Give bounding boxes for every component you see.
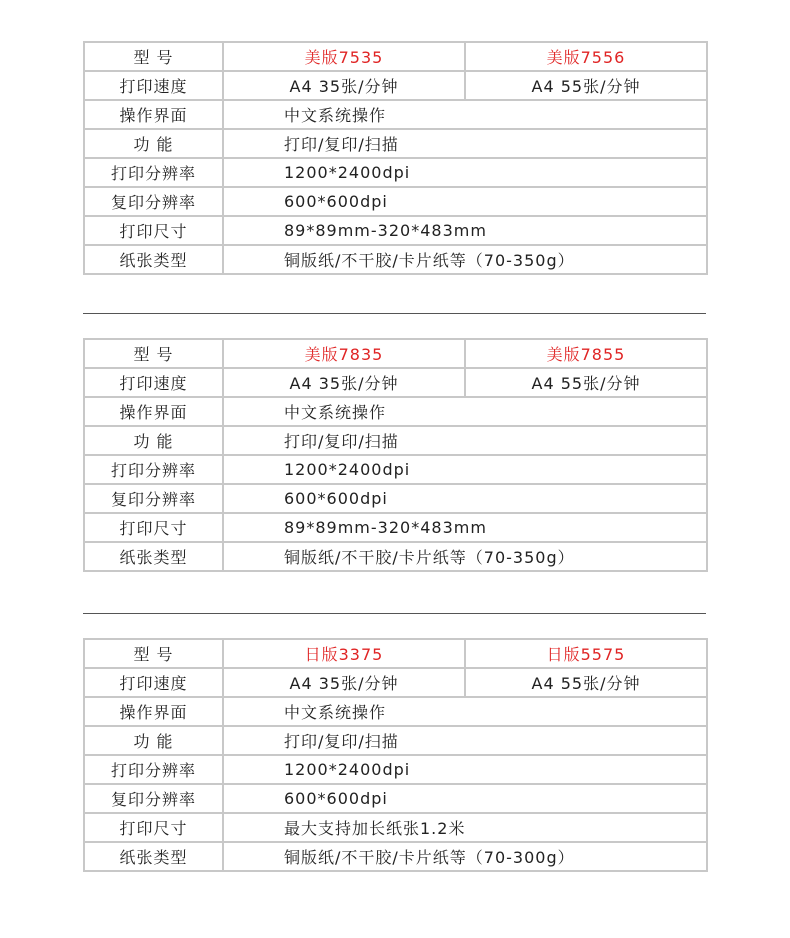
model-label: 型 号 [84, 639, 223, 668]
row-value: 打印/复印/扫描 [223, 426, 707, 455]
speed-value: A4 35张/分钟 [223, 368, 465, 397]
row-value: 铜版纸/不干胶/卡片纸等（70-300g） [223, 842, 707, 871]
speed-value: A4 55张/分钟 [465, 668, 707, 697]
table-row [84, 542, 707, 571]
row-label: 复印分辨率 [84, 784, 223, 813]
table-row [84, 726, 707, 755]
row-label: 纸张类型 [84, 542, 223, 571]
table-row [84, 455, 707, 484]
table-row [84, 639, 707, 668]
row-label: 打印分辨率 [84, 158, 223, 187]
row-label: 打印尺寸 [84, 813, 223, 842]
table-row [84, 842, 707, 871]
table-row [84, 158, 707, 187]
row-label: 复印分辨率 [84, 187, 223, 216]
row-value: 1200*2400dpi [223, 158, 707, 187]
row-label: 操作界面 [84, 100, 223, 129]
table-row [84, 755, 707, 784]
row-value: 1200*2400dpi [223, 755, 707, 784]
row-value: 铜版纸/不干胶/卡片纸等（70-350g） [223, 245, 707, 274]
row-label: 功 能 [84, 726, 223, 755]
table-row [84, 813, 707, 842]
model-name: 美版7855 [465, 339, 707, 368]
model-name: 美版7556 [465, 42, 707, 71]
speed-value: A4 55张/分钟 [465, 71, 707, 100]
speed-value: A4 35张/分钟 [223, 668, 465, 697]
row-value: 中文系统操作 [223, 697, 707, 726]
model-name: 日版3375 [223, 639, 465, 668]
table-row [84, 784, 707, 813]
speed-value: A4 55张/分钟 [465, 368, 707, 397]
table-row [84, 42, 707, 71]
spec-table-2 [83, 338, 708, 572]
row-label: 纸张类型 [84, 842, 223, 871]
row-value: 铜版纸/不干胶/卡片纸等（70-350g） [223, 542, 707, 571]
table-row [84, 484, 707, 513]
speed-value: A4 35张/分钟 [223, 71, 465, 100]
table-row [84, 368, 707, 397]
table-row [84, 187, 707, 216]
row-label: 纸张类型 [84, 245, 223, 274]
table-row [84, 100, 707, 129]
model-name: 美版7835 [223, 339, 465, 368]
table-row [84, 697, 707, 726]
row-label: 功 能 [84, 129, 223, 158]
row-label: 打印尺寸 [84, 216, 223, 245]
row-label: 打印速度 [84, 668, 223, 697]
model-label: 型 号 [84, 339, 223, 368]
table-row [84, 71, 707, 100]
table-row [84, 216, 707, 245]
model-name: 日版5575 [465, 639, 707, 668]
row-value: 打印/复印/扫描 [223, 129, 707, 158]
model-name: 美版7535 [223, 42, 465, 71]
row-label: 打印尺寸 [84, 513, 223, 542]
row-value: 600*600dpi [223, 187, 707, 216]
table-row [84, 129, 707, 158]
row-label: 打印速度 [84, 368, 223, 397]
row-label: 打印分辨率 [84, 755, 223, 784]
spec-table-1 [83, 41, 708, 275]
row-value: 最大支持加长纸张1.2米 [223, 813, 707, 842]
row-label: 复印分辨率 [84, 484, 223, 513]
row-value: 1200*2400dpi [223, 455, 707, 484]
section-divider [83, 613, 706, 614]
spec-table-3 [83, 638, 708, 872]
row-value: 89*89mm-320*483mm [223, 216, 707, 245]
row-value: 600*600dpi [223, 784, 707, 813]
row-value: 打印/复印/扫描 [223, 726, 707, 755]
section-divider [83, 313, 706, 314]
row-label: 打印分辨率 [84, 455, 223, 484]
table-row [84, 339, 707, 368]
row-value: 600*600dpi [223, 484, 707, 513]
row-value: 89*89mm-320*483mm [223, 513, 707, 542]
row-label: 操作界面 [84, 397, 223, 426]
row-value: 中文系统操作 [223, 397, 707, 426]
model-label: 型 号 [84, 42, 223, 71]
row-label: 功 能 [84, 426, 223, 455]
row-label: 操作界面 [84, 697, 223, 726]
table-row [84, 426, 707, 455]
table-row [84, 245, 707, 274]
row-value: 中文系统操作 [223, 100, 707, 129]
table-row [84, 513, 707, 542]
table-row [84, 668, 707, 697]
row-label: 打印速度 [84, 71, 223, 100]
table-row [84, 397, 707, 426]
